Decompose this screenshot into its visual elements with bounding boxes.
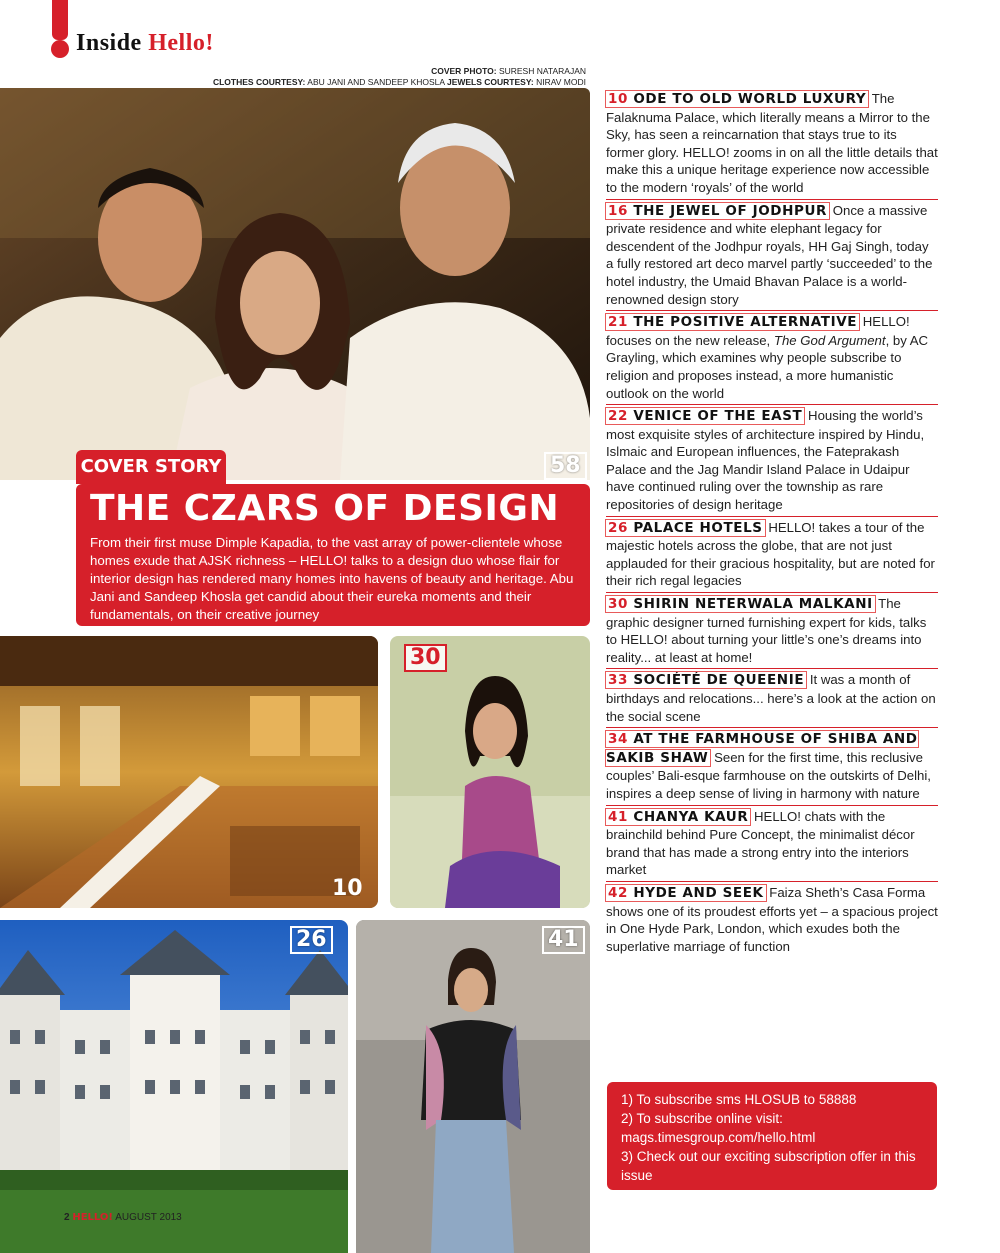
subscribe-box bbox=[607, 1082, 937, 1190]
title-hello: Hello! bbox=[148, 30, 214, 56]
toc-description: The graphic designer turned furnishing expert for kids, talks to HELLO! about turning your little’s one’s dreams into reality... at least at home! bbox=[606, 596, 927, 665]
page-footer bbox=[64, 1212, 182, 1223]
toc-description: Seen for the first time, this reclusive couples’ Bali-esque farmhouse on the outskirts of Delhi, inspires a deep sense of living in harmony with nature bbox=[606, 749, 931, 801]
toc-description-start: HELLO! focuses on the new release, bbox=[606, 314, 910, 348]
interior-page-number: 10 bbox=[332, 876, 363, 901]
toc-page-number: 34 bbox=[608, 731, 628, 748]
portrait-photo-shirin-image bbox=[390, 636, 590, 908]
portrait2-page-number: 41 bbox=[542, 926, 585, 954]
toc-item-42[interactable] bbox=[606, 882, 938, 957]
toc-item-33[interactable] bbox=[606, 669, 938, 728]
toc-title: AT THE FARMHOUSE OF SHIBA AND SAKIB SHAW bbox=[606, 731, 918, 766]
cover-story-tab: COVER STORY bbox=[76, 450, 226, 484]
toc-description: HELLO! chats with the brainchild behind Pure Concept, the minimalist décor brand that has made a strong entry into the interiors market bbox=[606, 808, 915, 878]
portrait1-page-number: 30 bbox=[404, 644, 447, 672]
toc-heading bbox=[606, 672, 806, 688]
toc-item-10[interactable] bbox=[606, 88, 938, 200]
credit-clothes-value: ABU JANI AND SANDEEP KHOSLA bbox=[307, 77, 445, 87]
toc-page-number: 10 bbox=[608, 91, 628, 107]
toc-description: Faiza Sheth’s Casa Forma shows one of its proudest efforts yet – a spacious project in One Hyde Park, London, which exudes both the superlative marriage of function bbox=[606, 884, 938, 954]
toc-item-16[interactable] bbox=[606, 200, 938, 312]
toc-title: SOCIÉTÉ DE QUEENIE bbox=[633, 672, 805, 689]
toc-book-title: The God Argument bbox=[773, 332, 886, 348]
title-inside: Inside bbox=[76, 30, 142, 56]
toc-heading bbox=[606, 408, 804, 424]
portrait-photo-shirin[interactable] bbox=[390, 636, 590, 908]
toc-description: , by AC Grayling, which examines why people subscribe to religion and proposes instead, a more humanistic outlook on the world bbox=[606, 332, 929, 401]
toc-title: HYDE AND SEEK bbox=[633, 884, 764, 901]
footer-brand: HELLO! bbox=[72, 1212, 113, 1223]
toc-heading bbox=[606, 885, 766, 901]
toc-page-number: 26 bbox=[608, 519, 628, 536]
toc-item-30[interactable] bbox=[606, 593, 938, 669]
toc-description: HELLO! takes a tour of the majestic hotels across the globe, that are not just applauded for their gracious hospitality, but are noted for their rich regal legacies bbox=[606, 519, 935, 589]
toc-description: Once a massive private residence and white elephant legacy for descendent of the Jodhpur royals, HH Gaj Singh, today a fully restored art deco marvel partly ‘succeeded’ to the hotel industry, the Umaid Bhavan Palace is a world-renowned design story bbox=[606, 202, 933, 307]
interior-photo[interactable] bbox=[0, 636, 378, 908]
toc-description: It was a month of birthdays and relocations... here’s a look at the action on the social scene bbox=[606, 672, 936, 724]
toc-heading bbox=[606, 314, 859, 330]
toc-title: CHANYA KAUR bbox=[633, 808, 749, 825]
credit-cover-value: SURESH NATARAJAN bbox=[498, 66, 586, 76]
toc-description: The Falaknuma Palace, which literally means a Mirror to the Sky, has seen a reincarnation that stays true to its former glory. HELLO! zooms in on all the little details that make this a unique heritage experience now accessible to the modern ‘royals’ of the world bbox=[606, 91, 938, 195]
exclamation-logo-bar bbox=[52, 0, 68, 40]
toc-heading bbox=[606, 809, 750, 825]
toc-title: THE JEWEL OF JODHPUR bbox=[633, 202, 828, 219]
toc-item-41[interactable] bbox=[606, 806, 938, 882]
portrait-photo-chanya[interactable] bbox=[356, 920, 590, 1253]
toc-heading bbox=[606, 520, 765, 536]
toc-heading bbox=[606, 203, 829, 219]
toc-title: PALACE HOTELS bbox=[633, 519, 763, 536]
cover-photo-image bbox=[0, 88, 590, 480]
exclamation-logo-dot bbox=[51, 40, 69, 58]
toc-title: ODE TO OLD WORLD LUXURY bbox=[633, 91, 867, 107]
cover-story-title: THE CZARS OF DESIGN bbox=[90, 488, 560, 529]
toc-page-number: 21 bbox=[608, 314, 628, 331]
credit-jewels-value: NIRAV MODI bbox=[536, 77, 586, 87]
portrait-photo-chanya-image bbox=[356, 920, 590, 1253]
toc-description: Housing the world’s most exquisite styles of architecture inspired by Hindu, Islmaic and European influences, the Fateprakash Palace and the Jag Mandir Island Palace in Udaipur have continued ruling over the township as rare repositories of design heritage bbox=[606, 408, 925, 513]
toc-title: THE POSITIVE ALTERNATIVE bbox=[633, 314, 858, 331]
toc-page-number: 42 bbox=[608, 884, 628, 901]
subscribe-offer: 3) Check out our exciting subscription offer in this issue bbox=[621, 1149, 916, 1183]
footer-issue: AUGUST 2013 bbox=[115, 1212, 182, 1223]
toc-page-number: 33 bbox=[608, 672, 628, 689]
cover-story-text: From their first muse Dimple Kapadia, to the vast array of power-clientele whose homes exude that AJSK richness – HELLO! talks to a design duo whose flair for interior design has rendered many homes into havens of beauty and heritage. Abu Jani and Sandeep Khosla get candid about their eureka moments and their fundamentals, on their creative journey bbox=[90, 535, 574, 622]
toc-item-22[interactable] bbox=[606, 405, 938, 517]
contents-list bbox=[606, 88, 938, 957]
toc-item-26[interactable] bbox=[606, 517, 938, 593]
credit-cover-label: COVER PHOTO: bbox=[431, 66, 497, 76]
cover-page-number: 58 bbox=[544, 452, 587, 480]
toc-page-number: 41 bbox=[608, 808, 628, 825]
palace-page-number: 26 bbox=[290, 926, 333, 954]
toc-title: SHIRIN NETERWALA MALKANI bbox=[633, 596, 873, 613]
toc-item-34[interactable] bbox=[606, 728, 938, 805]
credit-jewels-label: JEWELS COURTESY: bbox=[446, 77, 534, 87]
toc-page-number: 16 bbox=[608, 202, 628, 219]
cover-story-box[interactable] bbox=[76, 484, 590, 626]
credit-clothes-label: CLOTHES COURTESY: bbox=[212, 77, 306, 87]
toc-heading bbox=[606, 596, 875, 612]
palace-photo-image bbox=[0, 920, 348, 1253]
toc-page-number: 22 bbox=[608, 408, 628, 425]
subscribe-online[interactable]: 2) To subscribe online visit: mags.timesgroup.com/hello.html bbox=[621, 1111, 816, 1145]
toc-item-21[interactable] bbox=[606, 311, 938, 405]
page-title bbox=[76, 30, 214, 57]
toc-page-number: 30 bbox=[608, 596, 628, 613]
palace-photo[interactable] bbox=[0, 920, 348, 1253]
toc-heading bbox=[606, 91, 868, 107]
toc-title: VENICE OF THE EAST bbox=[633, 408, 803, 425]
subscribe-sms: 1) To subscribe sms HLOSUB to 58888 bbox=[621, 1092, 857, 1107]
photo-credits bbox=[213, 66, 586, 88]
footer-page-number: 2 bbox=[64, 1212, 70, 1223]
cover-photo[interactable] bbox=[0, 88, 590, 480]
interior-photo-image bbox=[0, 636, 378, 908]
